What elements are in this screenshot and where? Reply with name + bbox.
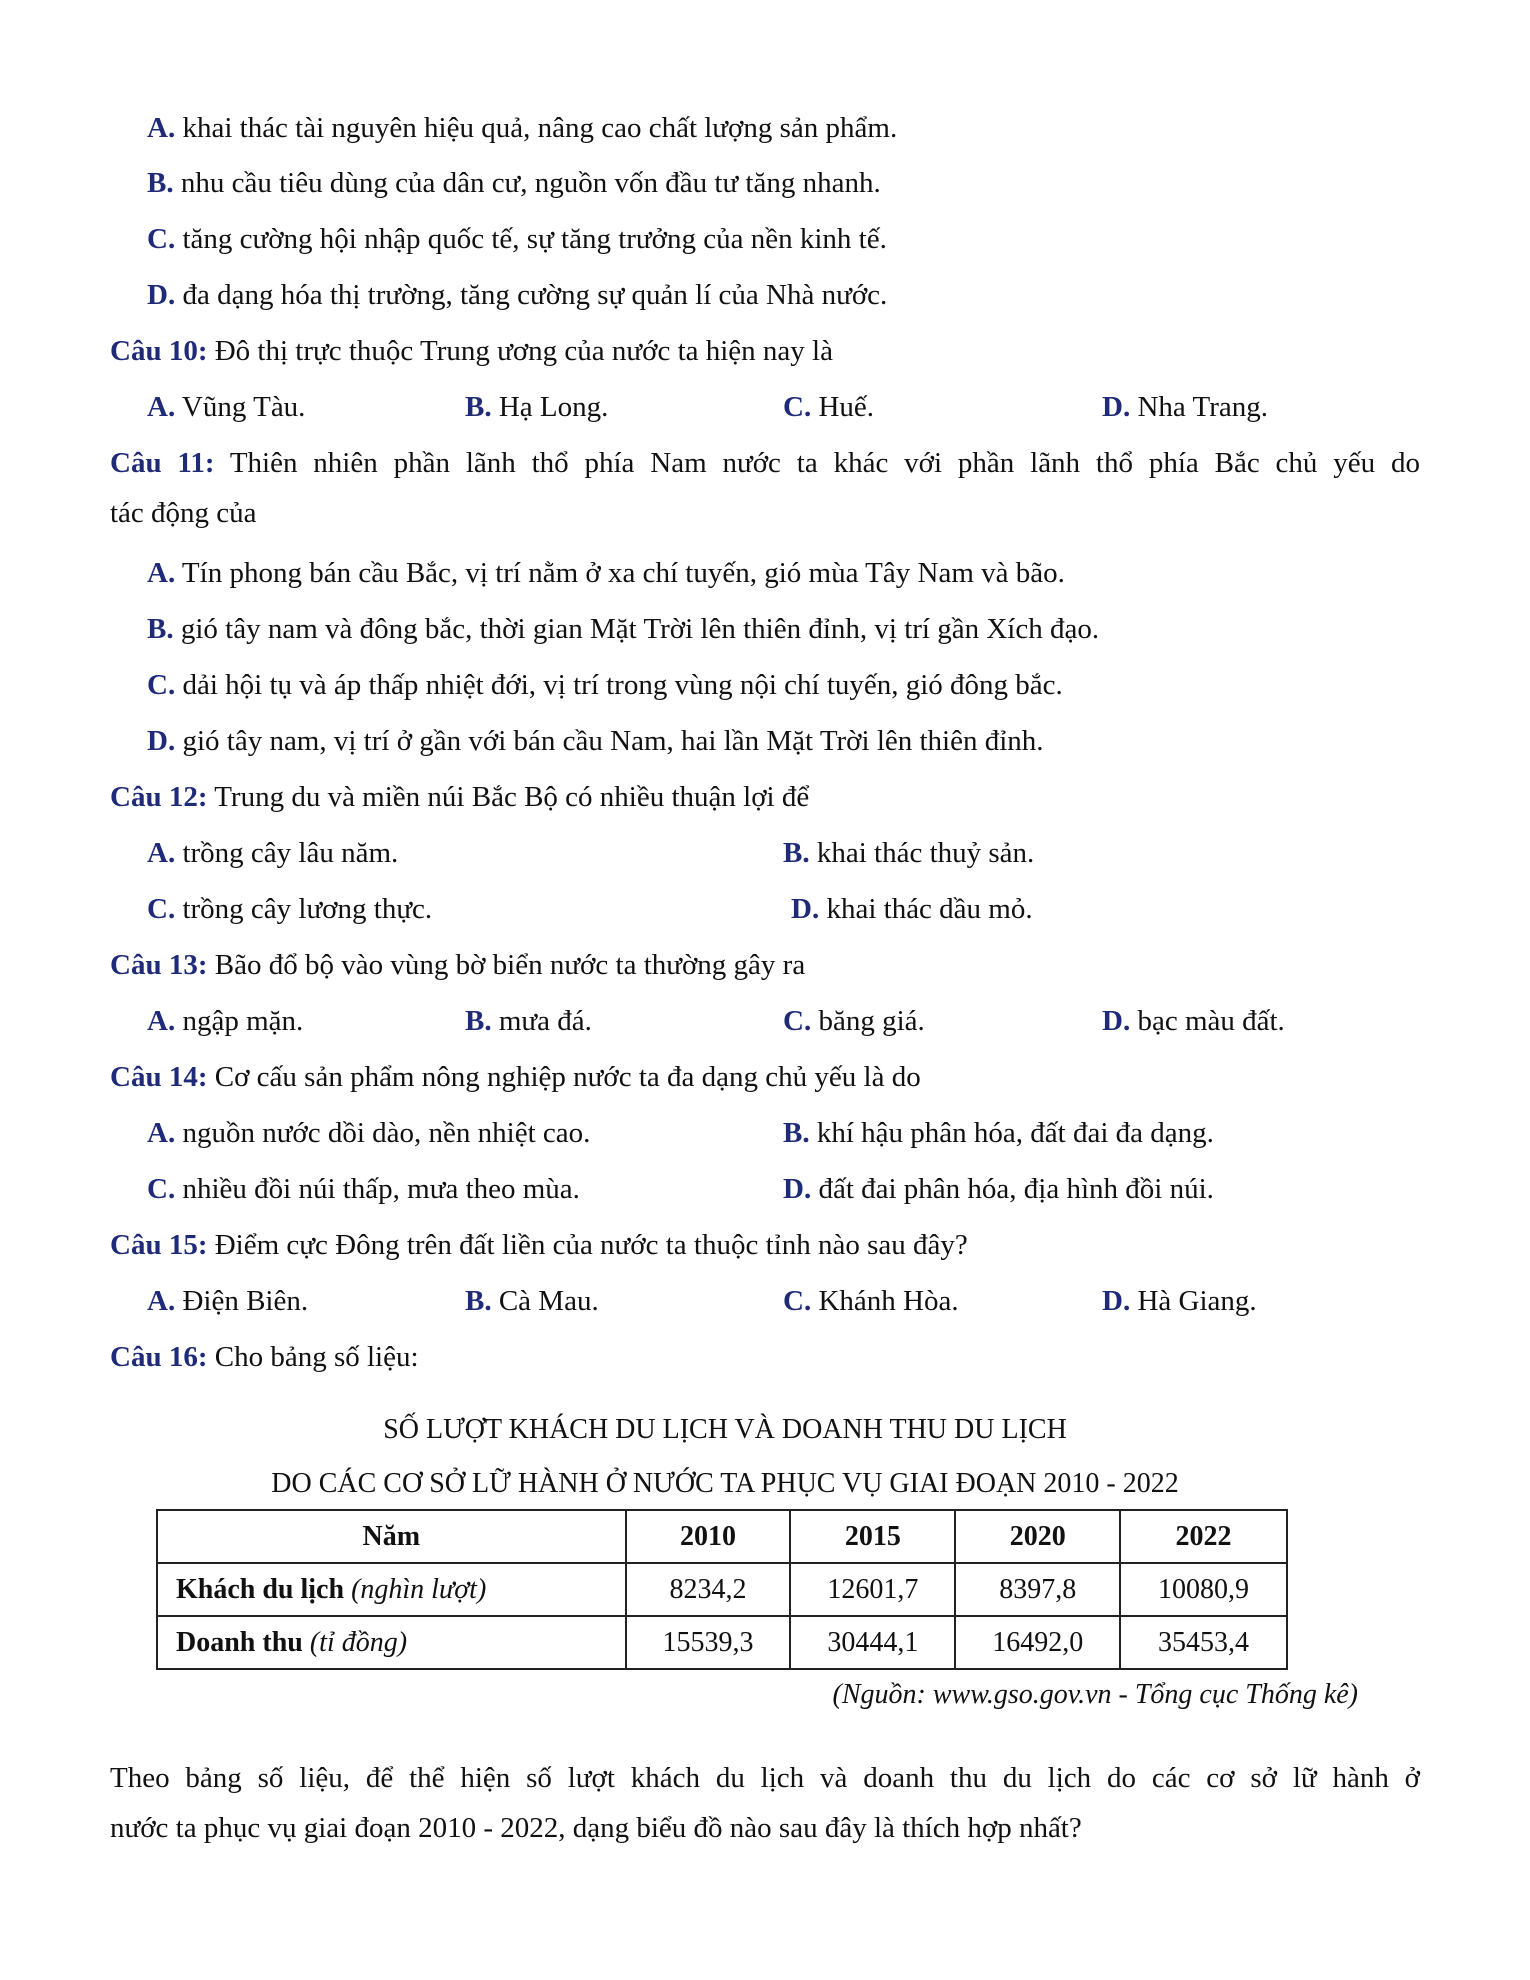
option-text: nguồn nước dồi dào, nền nhiệt cao. bbox=[175, 1117, 591, 1149]
option-letter: A. bbox=[147, 1005, 176, 1037]
q15-stem bbox=[110, 1227, 968, 1263]
q12-option-b bbox=[783, 835, 1034, 871]
question-label: Câu 13: bbox=[110, 949, 208, 981]
q12-option-c bbox=[147, 891, 432, 927]
option-letter: D. bbox=[1102, 1285, 1131, 1317]
option-letter: B. bbox=[465, 1285, 492, 1317]
option-text: dải hội tụ và áp thấp nhiệt đới, vị trí trong vùng nội chí tuyến, gió đông bắc. bbox=[175, 669, 1063, 701]
q11-option-b bbox=[147, 611, 1099, 647]
q14-stem bbox=[110, 1059, 921, 1095]
q9-option-b bbox=[147, 165, 881, 201]
q11-option-c bbox=[147, 667, 1063, 703]
question-text: Điểm cực Đông trên đất liền của nước ta thuộc tỉnh nào sau đây? bbox=[207, 1229, 968, 1261]
table-cell: 12601,7 bbox=[790, 1563, 955, 1616]
q11-option-d bbox=[147, 723, 1044, 759]
q9-option-d bbox=[147, 277, 887, 313]
q14-option-c bbox=[147, 1171, 580, 1207]
question-text: Đô thị trực thuộc Trung ương của nước ta hiện nay là bbox=[207, 335, 833, 367]
q10-stem bbox=[110, 333, 833, 369]
q16-question-line1: Theo bảng số liệu, để thể hiện số lượt khách du lịch và doanh thu du lịch do các cơ sở lữ hành ở bbox=[110, 1762, 1420, 1794]
option-text: trồng cây lâu năm. bbox=[175, 837, 399, 869]
option-letter: C. bbox=[783, 1285, 812, 1317]
table-source: (Nguồn: www.gso.gov.vn - Tổng cục Thống kê) bbox=[832, 1679, 1358, 1710]
table-cell: 15539,3 bbox=[626, 1616, 791, 1669]
option-letter: B. bbox=[147, 167, 174, 199]
option-text: đa dạng hóa thị trường, tăng cường sự quản lí của Nhà nước. bbox=[175, 279, 888, 311]
option-text: đất đai phân hóa, địa hình đồi núi. bbox=[811, 1173, 1214, 1205]
option-text: mưa đá. bbox=[491, 1005, 592, 1037]
table-cell: 16492,0 bbox=[955, 1616, 1120, 1669]
option-text: gió tây nam và đông bắc, thời gian Mặt Trời lên thiên đỉnh, vị trí gần Xích đạo. bbox=[173, 613, 1100, 645]
option-text: trồng cây lương thực. bbox=[175, 893, 433, 925]
table-cell: 35453,4 bbox=[1120, 1616, 1287, 1669]
statistics-table bbox=[156, 1509, 1288, 1670]
table-row bbox=[157, 1563, 1287, 1616]
table-header-row bbox=[157, 1510, 1287, 1563]
q13-option-d bbox=[1102, 1003, 1285, 1039]
q9-option-a bbox=[147, 110, 897, 146]
table-header-cell: 2022 bbox=[1120, 1510, 1287, 1563]
q11-stem-line2: tác động của bbox=[110, 497, 257, 529]
option-letter: D. bbox=[1102, 1005, 1131, 1037]
question-text: Thiên nhiên phần lãnh thổ phía Nam nước ta khác với phần lãnh thổ phía Bắc chủ yếu do bbox=[214, 447, 1420, 479]
option-letter: B. bbox=[465, 1005, 492, 1037]
row-unit: (tỉ đồng) bbox=[309, 1626, 408, 1658]
q11-stem-line1 bbox=[110, 445, 1420, 481]
q10-option-c bbox=[783, 389, 874, 425]
question-label: Câu 14: bbox=[110, 1061, 208, 1093]
option-text: gió tây nam, vị trí ở gần với bán cầu Nam, hai lần Mặt Trời lên thiên đỉnh. bbox=[175, 725, 1044, 757]
table-cell: 30444,1 bbox=[790, 1616, 955, 1669]
option-text: Cà Mau. bbox=[491, 1285, 599, 1317]
option-letter: D. bbox=[1102, 391, 1131, 423]
q12-option-a bbox=[147, 835, 398, 871]
option-text: Hà Giang. bbox=[1130, 1285, 1257, 1317]
option-letter: A. bbox=[147, 112, 176, 144]
q15-option-d bbox=[1102, 1283, 1257, 1319]
q14-option-a bbox=[147, 1115, 590, 1151]
table-cell: 8397,8 bbox=[955, 1563, 1120, 1616]
question-text: Cơ cấu sản phẩm nông nghiệp nước ta đa dạng chủ yếu là do bbox=[207, 1061, 921, 1093]
q10-option-a bbox=[147, 389, 305, 425]
option-letter: B. bbox=[783, 1117, 810, 1149]
table-header-cell: 2010 bbox=[626, 1510, 791, 1563]
question-text: Bão đổ bộ vào vùng bờ biển nước ta thường gây ra bbox=[207, 949, 806, 981]
question-label: Câu 10: bbox=[110, 335, 208, 367]
option-text: bạc màu đất. bbox=[1130, 1005, 1285, 1037]
row-label-text: Khách du lịch bbox=[176, 1573, 352, 1605]
q13-option-a bbox=[147, 1003, 303, 1039]
question-text: Trung du và miền núi Bắc Bộ có nhiều thuận lợi để bbox=[207, 781, 810, 813]
option-text: Hạ Long. bbox=[491, 391, 609, 423]
option-letter: C. bbox=[147, 669, 176, 701]
option-letter: C. bbox=[147, 1173, 176, 1205]
q10-option-b bbox=[465, 389, 608, 425]
table-title-line1: SỐ LƯỢT KHÁCH DU LỊCH VÀ DOANH THU DU LỊCH bbox=[383, 1414, 1067, 1445]
row-label-tourists bbox=[157, 1563, 626, 1616]
option-text: tăng cường hội nhập quốc tế, sự tăng trưởng của nền kinh tế. bbox=[175, 223, 887, 255]
option-letter: D. bbox=[791, 893, 820, 925]
table-row bbox=[157, 1616, 1287, 1669]
table-title-line2: DO CÁC CƠ SỞ LỮ HÀNH Ở NƯỚC TA PHỤC VỤ GIAI ĐOẠN 2010 - 2022 bbox=[271, 1468, 1179, 1499]
option-letter: C. bbox=[147, 893, 176, 925]
q12-option-d bbox=[791, 891, 1033, 927]
question-label: Câu 16: bbox=[110, 1341, 208, 1373]
row-label-text: Doanh thu bbox=[176, 1626, 310, 1658]
option-text: Nha Trang. bbox=[1130, 391, 1268, 423]
q12-stem bbox=[110, 779, 809, 815]
q15-option-a bbox=[147, 1283, 308, 1319]
option-letter: A. bbox=[147, 391, 176, 423]
option-text: khai thác tài nguyên hiệu quả, nâng cao chất lượng sản phẩm. bbox=[175, 112, 898, 144]
option-letter: A. bbox=[147, 837, 176, 869]
option-letter: C. bbox=[783, 1005, 812, 1037]
q13-stem bbox=[110, 947, 805, 983]
q13-option-c bbox=[783, 1003, 925, 1039]
option-letter: B. bbox=[147, 613, 174, 645]
question-label: Câu 11: bbox=[110, 447, 215, 479]
q11-option-a bbox=[147, 555, 1065, 591]
q16-stem bbox=[110, 1339, 419, 1375]
table-cell: 10080,9 bbox=[1120, 1563, 1287, 1616]
option-letter: B. bbox=[465, 391, 492, 423]
option-text: Vũng Tàu. bbox=[175, 391, 306, 423]
option-letter: A. bbox=[147, 1117, 176, 1149]
question-label: Câu 15: bbox=[110, 1229, 208, 1261]
option-letter: C. bbox=[147, 223, 176, 255]
option-text: ngập mặn. bbox=[175, 1005, 304, 1037]
option-letter: D. bbox=[783, 1173, 812, 1205]
table-header-cell: 2020 bbox=[955, 1510, 1120, 1563]
option-letter: A. bbox=[147, 1285, 176, 1317]
option-letter: A. bbox=[147, 557, 176, 589]
option-text: khai thác thuỷ sản. bbox=[809, 837, 1035, 869]
question-text: Cho bảng số liệu: bbox=[207, 1341, 419, 1373]
q14-option-d bbox=[783, 1171, 1214, 1207]
table-cell: 8234,2 bbox=[626, 1563, 791, 1616]
q16-question-line2: nước ta phục vụ giai đoạn 2010 - 2022, dạng biểu đồ nào sau đây là thích hợp nhất? bbox=[110, 1812, 1082, 1844]
question-label: Câu 12: bbox=[110, 781, 208, 813]
option-text: Điện Biên. bbox=[175, 1285, 309, 1317]
option-letter: C. bbox=[783, 391, 812, 423]
option-text: khai thác dầu mỏ. bbox=[819, 893, 1033, 925]
option-letter: B. bbox=[783, 837, 810, 869]
table-header-cell: Năm bbox=[157, 1510, 626, 1563]
option-text: khí hậu phân hóa, đất đai đa dạng. bbox=[809, 1117, 1214, 1149]
q10-option-d bbox=[1102, 389, 1268, 425]
option-text: Khánh Hòa. bbox=[811, 1285, 959, 1317]
q13-option-b bbox=[465, 1003, 592, 1039]
q9-option-c bbox=[147, 221, 887, 257]
q15-option-b bbox=[465, 1283, 599, 1319]
table-header-cell: 2015 bbox=[790, 1510, 955, 1563]
option-letter: D. bbox=[147, 279, 176, 311]
q14-option-b bbox=[783, 1115, 1214, 1151]
option-text: nhu cầu tiêu dùng của dân cư, nguồn vốn đầu tư tăng nhanh. bbox=[173, 167, 881, 199]
option-letter: D. bbox=[147, 725, 176, 757]
option-text: Huế. bbox=[811, 391, 875, 423]
option-text: nhiều đồi núi thấp, mưa theo mùa. bbox=[175, 1173, 580, 1205]
row-unit: (nghìn lượt) bbox=[351, 1573, 487, 1605]
option-text: Tín phong bán cầu Bắc, vị trí nằm ở xa chí tuyến, gió mùa Tây Nam và bão. bbox=[175, 557, 1065, 589]
q15-option-c bbox=[783, 1283, 959, 1319]
row-label-revenue bbox=[157, 1616, 626, 1669]
option-text: băng giá. bbox=[811, 1005, 925, 1037]
